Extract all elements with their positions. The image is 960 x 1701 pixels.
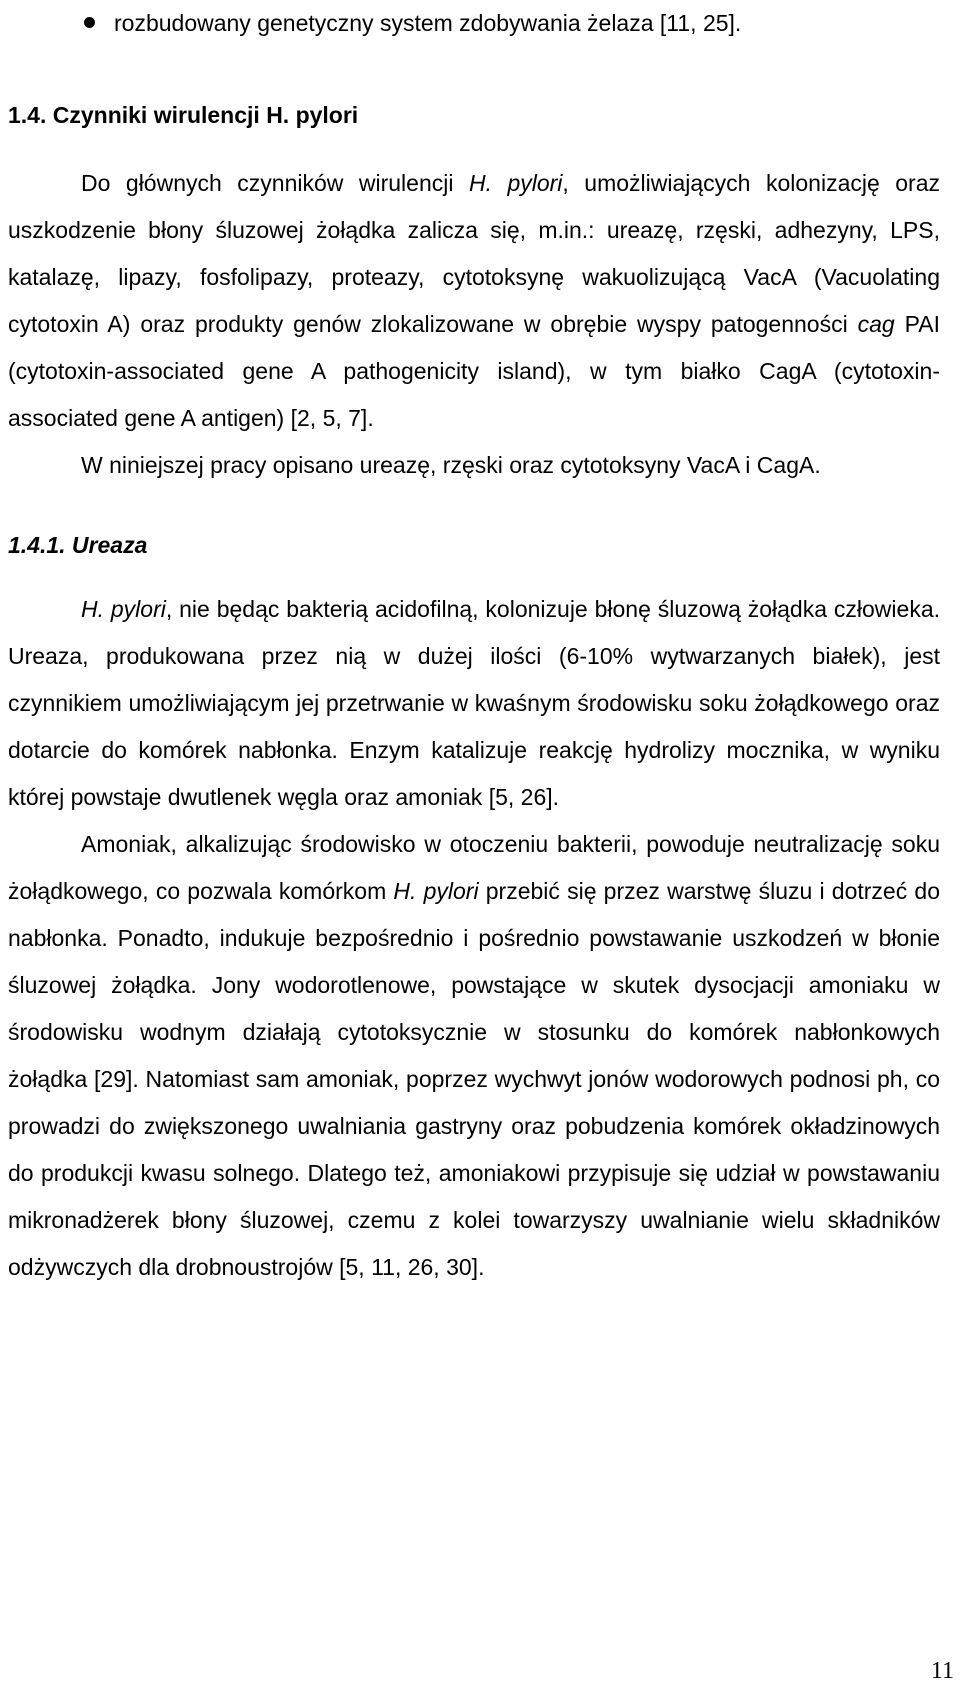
- subsection-paragraph-1: [8, 586, 940, 821]
- page-content: [8, 0, 940, 1291]
- subsection-paragraph-2: [8, 821, 940, 1291]
- section-paragraph-1: [8, 160, 940, 442]
- italic-term: H. pylori: [81, 596, 166, 622]
- bullet-item: [8, 0, 940, 47]
- italic-term: cag: [857, 311, 895, 337]
- text-run: PAI (cytotoxin-associated gene A pathogenicity island), w tym białko CagA (cytotoxin-associated gene A antigen) [2, 5, 7].: [8, 311, 940, 431]
- text-run: przebić się przez warstwę śluzu i dotrzeć do nabłonka. Ponadto, indukuje bezpośrednio i pośrednio powstawanie uszkodzeń w błonie śluzowej żołądka. Jony wodorotlenowe, powstające w skutek dysocjacji amoniaku w środowisku wodnym działają cytotoksycznie w stosunku do komórek nabłonkowych żołądka [29]. Natomiast sam amoniak, poprzez wychwyt jonów wodorowych podnosi ph, co prowadzi do zwiększonego uwalniania gastryny oraz pobudzenia komórek okładzinowych do produkcji kwasu solnego. Dlatego też, amoniakowi przypisuje się udział w powstawaniu mikronadżerek błony śluzowej, czemu z kolei towarzyszy uwalnianie wielu składników odżywczych dla drobnoustrojów [5, 11, 26, 30].: [8, 878, 940, 1280]
- text-run: Do głównych czynników wirulencji: [81, 170, 469, 196]
- section-heading: 1.4. Czynniki wirulencji H. pylori: [8, 102, 359, 128]
- text-run: Amoniak, alkalizując środowisko w otoczeniu bakterii, powoduje neutralizację soku żołądkowego, co pozwala komórkom: [8, 831, 940, 904]
- italic-term: H. pylori: [393, 878, 479, 904]
- section-paragraph-2: W niniejszej pracy opisano ureazę, rzęski oraz cytotoksyny VacA i CagA.: [81, 452, 821, 478]
- bullet-text: rozbudowany genetyczny system zdobywania żelaza [11, 25].: [114, 10, 742, 36]
- text-run: , umożliwiających kolonizację oraz uszkodzenie błony śluzowej żołądka zalicza się, m.in.: ureazę, rzęski, adhezyny, LPS, katalazę, lipazy, fosfolipazy, proteazy, cytotoksynę wakuolizującą VacA (Vacuolating cytotoxin A) oraz produkty genów zlokalizowane w obrębie wyspy patogenności: [8, 170, 940, 337]
- italic-term: H. pylori: [468, 170, 563, 196]
- page-number: 11: [930, 1658, 954, 1684]
- subsection-heading: 1.4.1. Ureaza: [8, 532, 148, 558]
- text-run: , nie będąc bakterią acidofilną, kolonizuje błonę śluzową żołądka człowieka. Ureaza, produkowana przez nią w dużej ilości (6-10% wytwarzanych białek), jest czynnikiem umożliwiającym jej przetrwanie w kwaśnym środowisku soku żołądkowego oraz dotarcie do komórek nabłonka. Enzym katalizuje reakcję hydrolizy mocznika, w wyniku której powstaje dwutlenek węgla oraz amoniak [5, 26].: [8, 596, 940, 810]
- bullet-dot-icon: [84, 17, 95, 28]
